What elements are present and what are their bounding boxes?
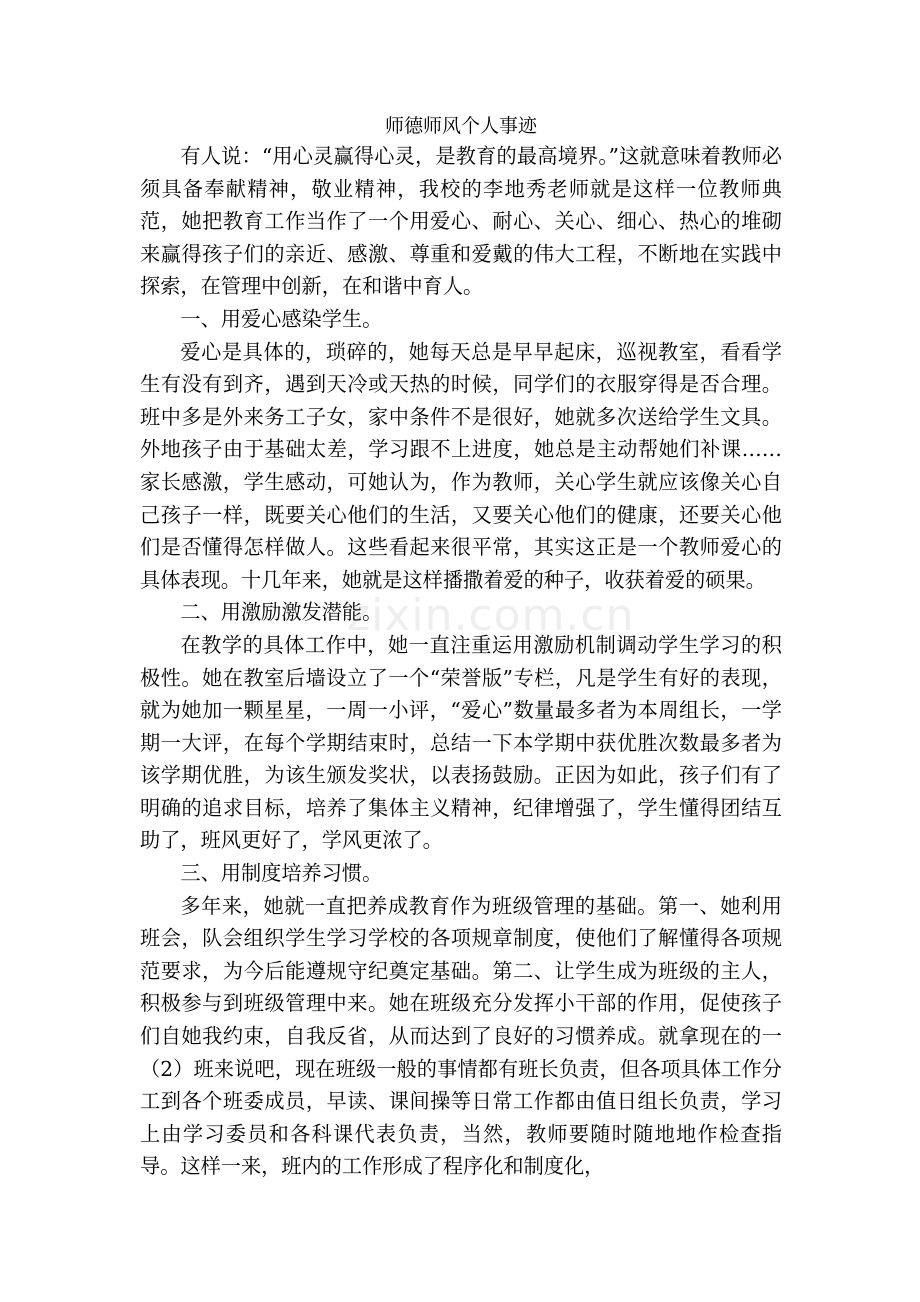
document-title: 师德师风个人事迹 — [384, 115, 537, 137]
intro-paragraph: 有人说：“用心灵赢得心灵，是教育的最高境界。”这就意味着教师必须具备奉献精神，敬业精神，我校的李地秀老师就是这样一位教师典范，她把教育工作当作了一个用爱心、耐心、关心、细心、热心的堆砌来赢得孩子们的亲近、感激、尊重和爱戴的伟大工程，不断地在实践中探索，在管理中创新，在和谐中育人。 — [140, 144, 782, 299]
section-heading-2: 二、用激励激发潜能。 — [180, 600, 383, 625]
document-page — [140, 112, 782, 1183]
section-2-paragraph: 在教学的具体工作中，她一直注重运用激励机制调动学生学习的积极性。她在教室后墙设立了一个“荣誉版”专栏，凡是学生有好的表现，就为她加一颗星星，一周一小评，“爱心”数量最多者为本周组长，一学期一大评，在每个学期结束时，总结一下本学期中获优胜次数最多者为该学期优胜，为该生颁发奖状，以表扬鼓励。正因为如此，孩子们有了明确的追求目标，培养了集体主义精神，纪律增强了，学生懂得团结互助了，班风更好了，学风更浓了。 — [140, 632, 782, 853]
watermark: zixin.com.cn — [347, 590, 635, 641]
section-1-paragraph: 爱心是具体的，琐碎的，她每天总是早早起床，巡视教室，看看学生有没有到齐，遇到天冷或天热的时候，同学们的衣服穿得是否合理。班中多是外来务工子女，家中条件不是很好，她就多次送给学生文具。外地孩子由于基础太差，学习跟不上进度，她总是主动帮她们补课……家长感激，学生感动，可她认为，作为教师，关心学生就应该像关心自己孩子一样，既要关心他们的生活，又要关心他们的健康，还要关心他们是否懂得怎样做人。这些看起来很平常，其实这正是一个教师爱心的具体表现。十几年来，她就是这样播撒着爱的种子，收获着爱的硕果。 — [140, 339, 782, 592]
section-3-paragraph: 多年来，她就一直把养成教育作为班级管理的基础。第一、她利用班会，队会组织学生学习学校的各项规章制度，使他们了解懂得各项规范要求，为今后能遵规守纪奠定基础。第二、让学生成为班级的主人，积极参与到班级管理中来。她在班级充分发挥小干部的作用，促使孩子们自她我约束，自我反省，从而达到了良好的习惯养成。就拿现在的一（2）班来说吧，现在班级一般的事情都有班长负责，但各项具体工作分工到各个班委成员，早读、课间操等日常工作都由值日组长负责，学习上由学习委员和各科课代表负责，当然，教师要随时随地地作检查指导。这样一来，班内的工作形成了程序化和制度化， — [140, 893, 782, 1179]
section-heading-3: 三、用制度培养习惯。 — [180, 861, 383, 886]
section-heading-1: 一、用爱心感染学生。 — [180, 306, 383, 331]
